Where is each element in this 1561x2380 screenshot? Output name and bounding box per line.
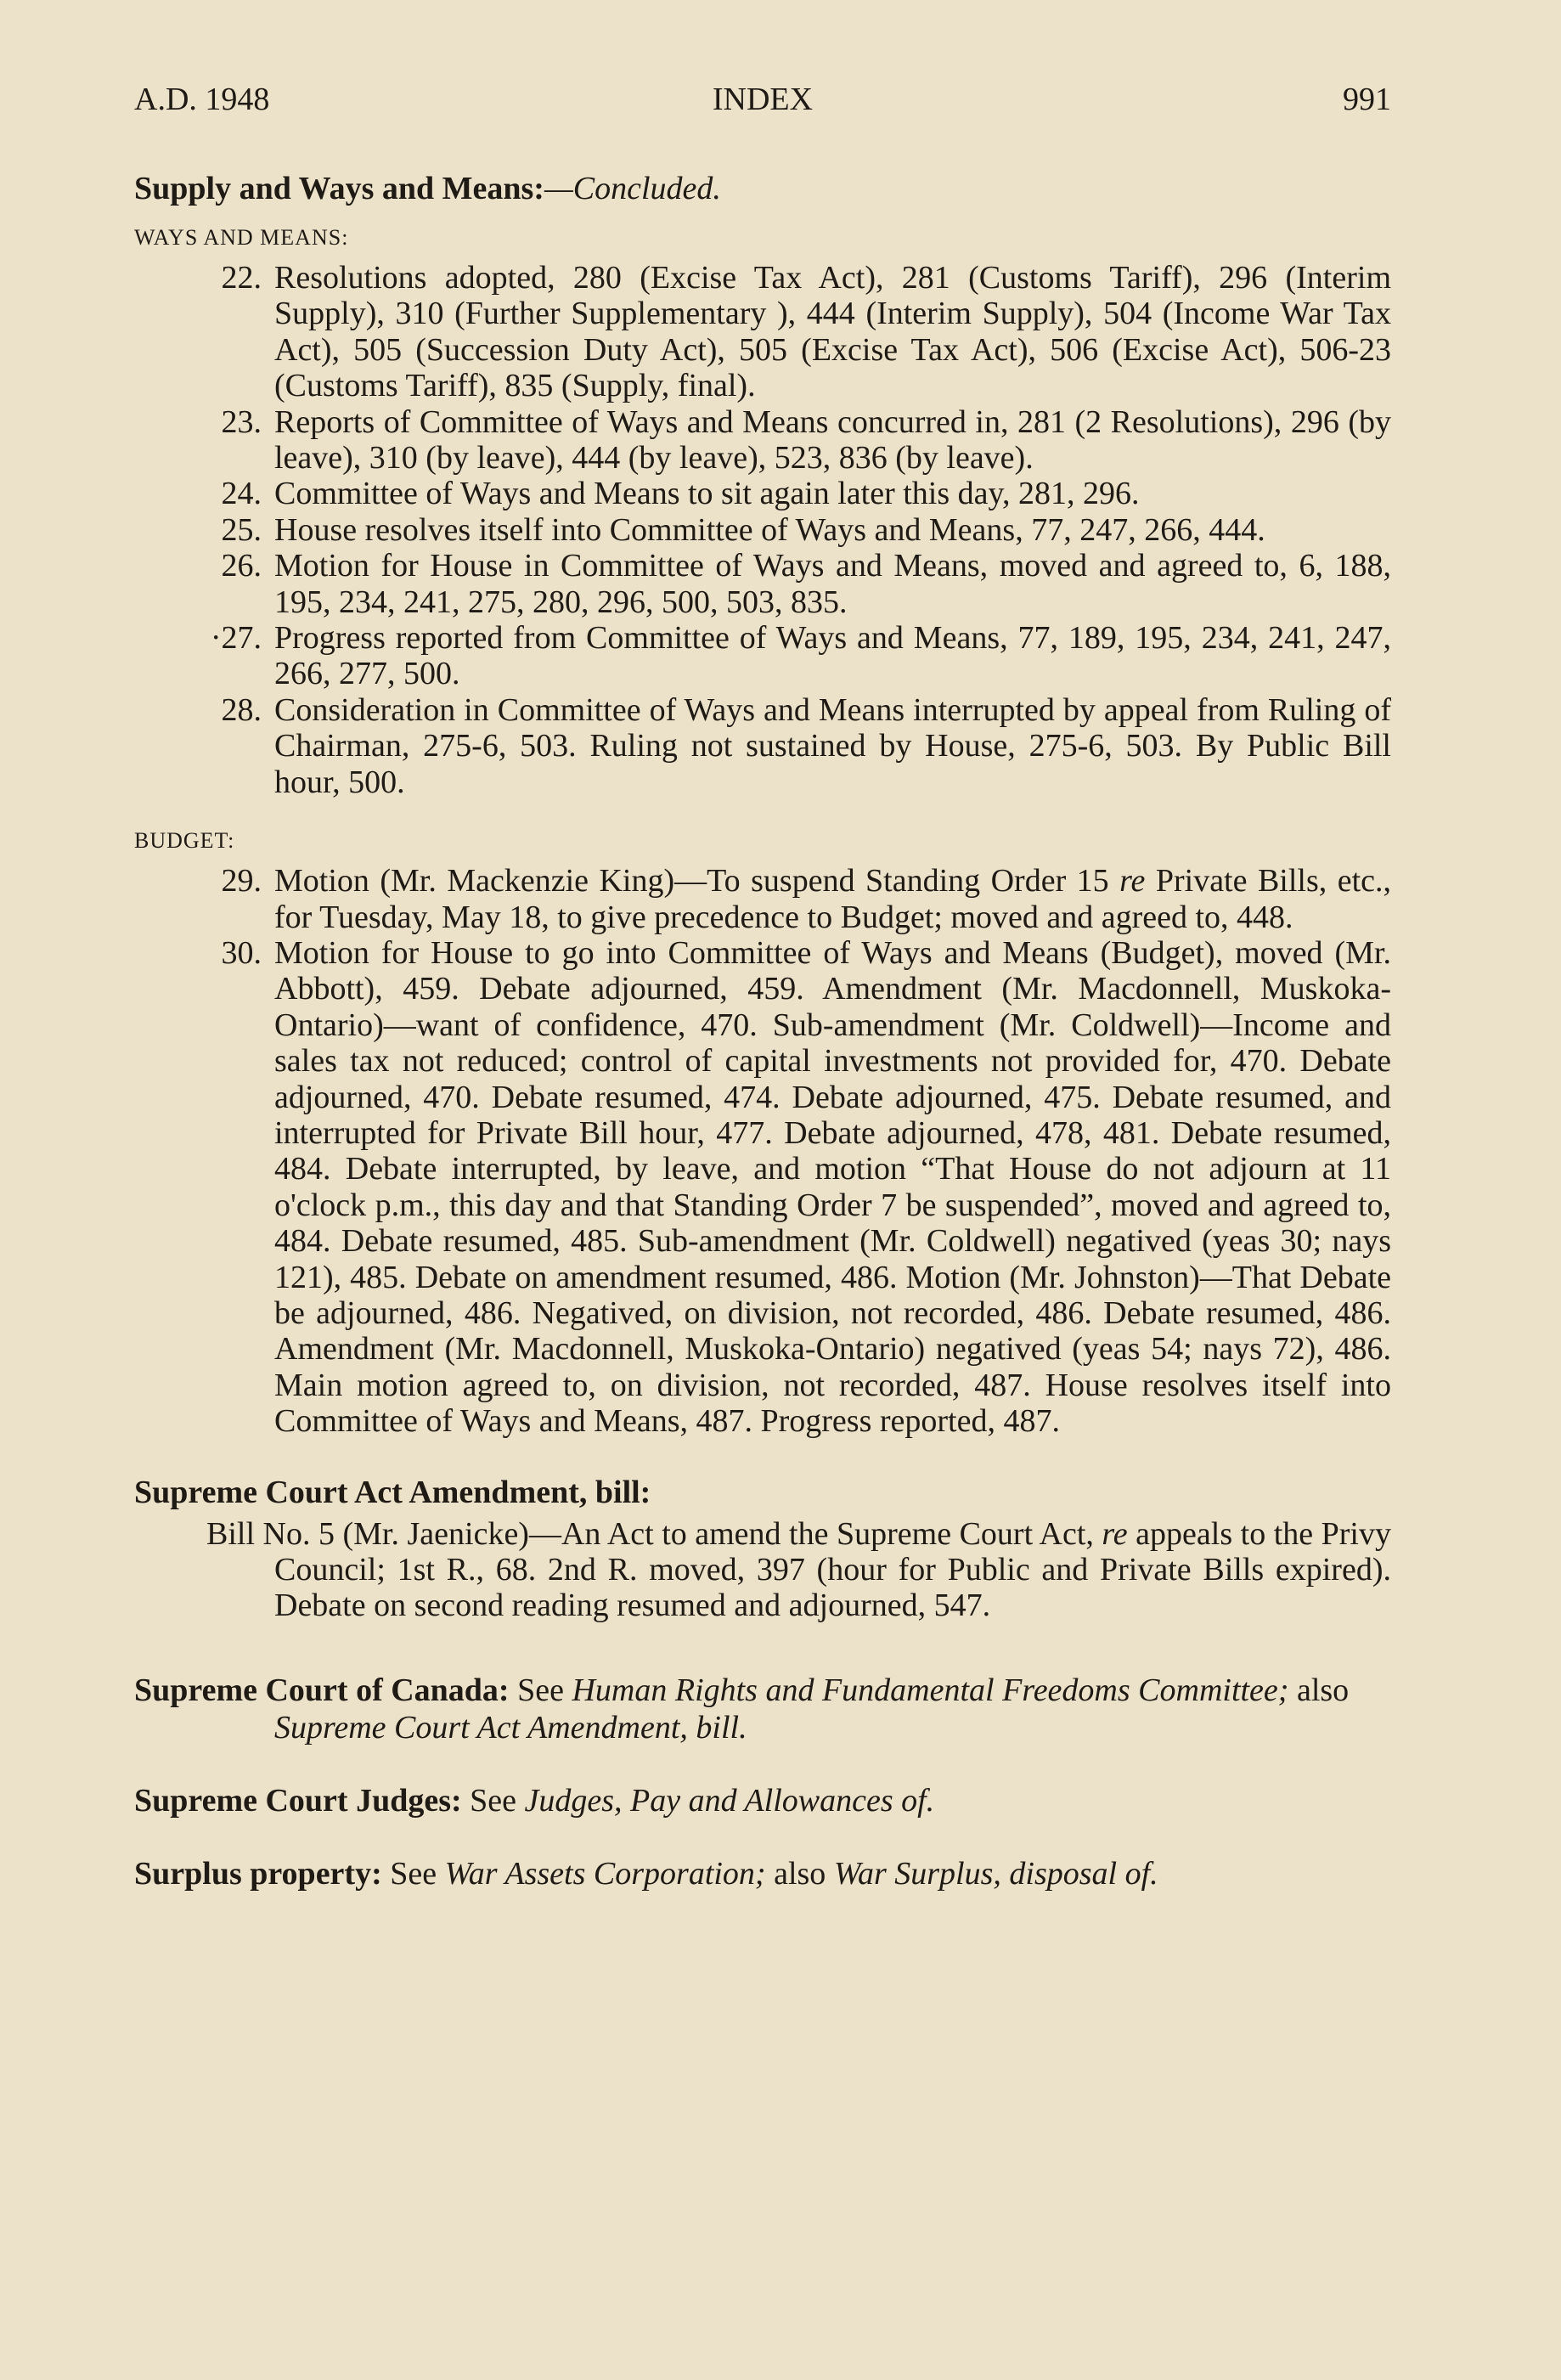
list-item: ·27. Progress reported from Committee of Ways and Means, 77, 189, 195, 234, 241, 247, 266, 277, 500.: [210, 620, 1391, 692]
list-item: 24. Committee of Ways and Means to sit again later this day, 281, 296.: [221, 476, 1140, 512]
list-item: 28. Consideration in Committee of Ways and Means interrupted by appeal from Ruling of Chairman, 275-6, 503. Ruling not sustained by House, 275-6, 503. By Public Bill hour, 500.: [221, 691, 1391, 800]
list-item: 25. House resolves itself into Committee of Ways and Means, 77, 247, 266, 444.: [221, 511, 1265, 548]
subheading-budget: BUDGET:: [134, 828, 235, 854]
running-head: [134, 81, 1391, 132]
header-title: INDEX: [712, 82, 814, 117]
header-year: A.D. 1948: [134, 82, 270, 117]
bill-entry: Bill No. 5 (Mr. Jaenicke)—An Act to amend the Supreme Court Act, re appeals to the Privy Council; 1st R., 68. 2nd R. moved, 397 (hour for Public and Private Bills expired). Debate on second reading resumed and adjourned, 547.: [206, 1515, 1391, 1624]
list-item: 30. Motion for House to go into Committee of Ways and Means (Budget), moved (Mr. Abbott), 459. Debate adjourned, 459. Amendment (Mr. Macdonnell, Muskoka-Ontario)—want of confidence, 470. Sub-amendment (Mr. Coldwell)—Income and sales tax not reduced; control of capital investments not provided for, 470. Debate adjourned, 470. Debate resumed, 474. Debate adjourned, 475. Debate resumed, and interrupted for Private Bill hour, 477. Debate adjourned, 478, 481. Debate resumed, 484. Debate interrupted, by leave, and motion “That House do not adjourn at 11 o'clock p.m., this day and that Standing Order 7 be suspended”, moved and agreed to, 484. Debate resumed, 485. Sub-amendment (Mr. Coldwell) negatived (yeas 30; nays 121), 485. Debate on amendment resumed, 486. Motion (Mr. Johnston)—That Debate be adjourned, 486. Negatived, on division, not recorded, 486. Debate resumed, 486. Amendment (Mr. Macdonnell, Muskoka-Ontario) negatived (yeas 54; nays 72), 486. Main motion agreed to, on division, not recorded, 487. House resolves itself into Committee of Ways and Means, 487. Progress reported, 487.: [221, 934, 1391, 1440]
ways-items: [134, 260, 1391, 800]
cross-ref-surplus-property: Surplus property: See War Assets Corporation; also War Surplus, disposal of.: [134, 1855, 1158, 1892]
entry-continuation: —Concluded.: [544, 171, 721, 206]
list-item: 29. Motion (Mr. Mackenzie King)—To suspend Standing Order 15 re Private Bills, etc., for Tuesday, May 18, to give precedence to Budget; moved and agreed to, 448.: [221, 863, 1391, 935]
list-item: 23. Reports of Committee of Ways and Means concurred in, 281 (2 Resolutions), 296 (by leave), 310 (by leave), 444 (by leave), 523, 836 (by leave).: [221, 403, 1391, 477]
list-item: 26. Motion for House in Committee of Ways and Means, moved and agreed to, 6, 188, 195, 234, 241, 275, 280, 296, 500, 503, 835.: [221, 548, 1391, 620]
entry-title: Supreme Court Act Amendment, bill:: [134, 1474, 651, 1510]
budget-items: [134, 863, 1391, 1440]
cross-ref-supreme-court-judges: Supreme Court Judges: See Judges, Pay and Allowances of.: [134, 1782, 935, 1819]
entry-heading-supply: [134, 170, 1391, 207]
entry-title: Supply and Ways and Means:: [134, 171, 544, 206]
subheading-ways-and-means: WAYS AND MEANS:: [134, 225, 349, 250]
list-item: 22. Resolutions adopted, 280 (Excise Tax Act), 281 (Customs Tariff), 296 (Interim Supply), 310 (Further Supplementary ), 444 (Interim Supply), 504 (Income War Tax Act), 505 (Succession Duty Act), 505 (Excise Tax Act), 506 (Excise Act), 506-23 (Customs Tariff), 835 (Supply, final).: [221, 260, 1391, 404]
entry-heading-supreme-court-act: [134, 1474, 1391, 1511]
page-number: 991: [1343, 82, 1391, 117]
cross-ref-supreme-court-of-canada: Supreme Court of Canada: See Human Rights and Fundamental Freedoms Committee; also Supreme Court Act Amendment, bill.: [134, 1672, 1350, 1746]
